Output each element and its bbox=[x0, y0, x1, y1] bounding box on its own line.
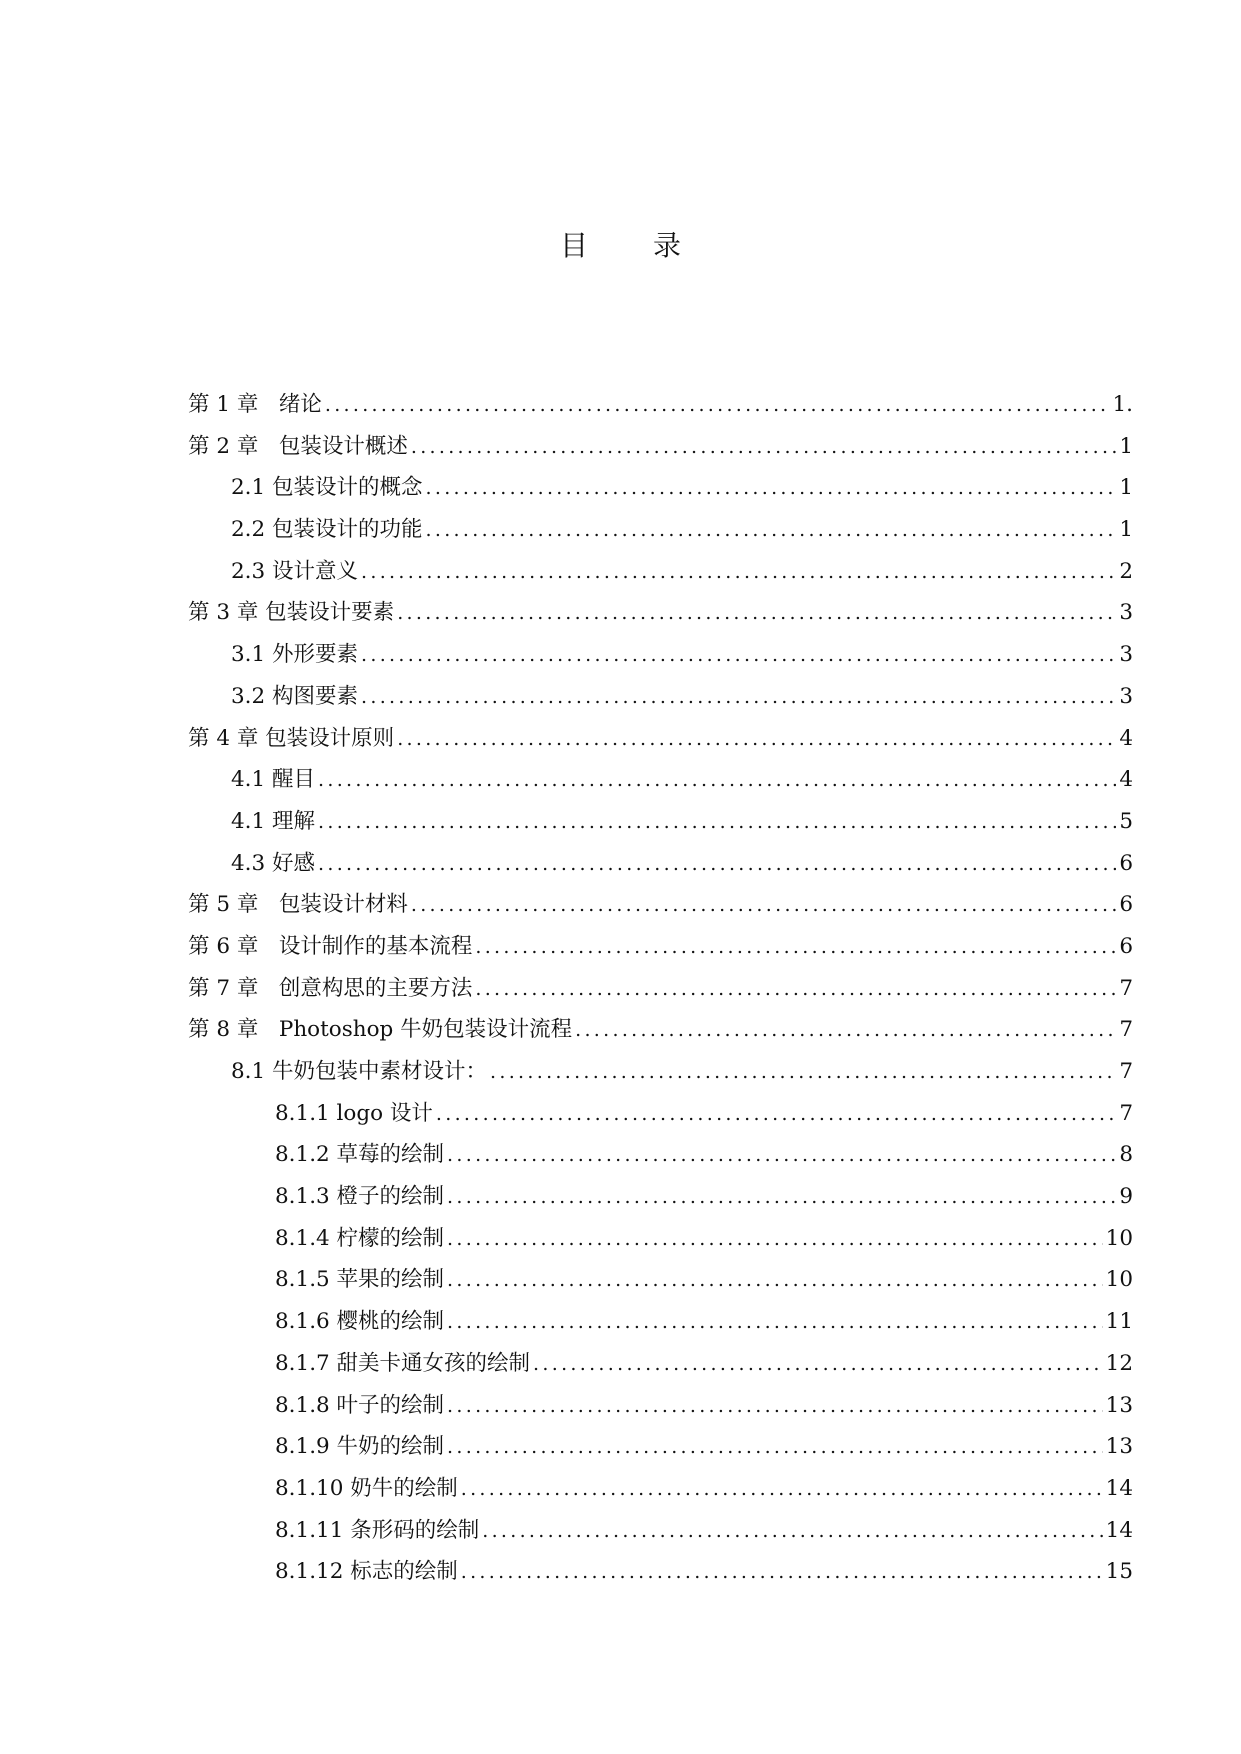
toc-dot-leader bbox=[361, 677, 1116, 719]
toc-entry-title: 3.2 构图要素 bbox=[231, 683, 359, 709]
toc-page-number: 1 bbox=[1119, 517, 1133, 543]
toc-entry[interactable] bbox=[188, 884, 1133, 926]
toc-page-number: 10 bbox=[1105, 1225, 1133, 1251]
toc-entry[interactable] bbox=[188, 1176, 1133, 1218]
toc-dot-leader bbox=[447, 1260, 1103, 1302]
toc-dot-leader bbox=[318, 802, 1116, 844]
toc-entry-title: 8.1.5 苹果的绘制 bbox=[275, 1267, 445, 1293]
toc-page-number: 1. bbox=[1112, 392, 1133, 417]
toc-dot-leader bbox=[318, 844, 1116, 886]
toc-dot-leader bbox=[426, 510, 1117, 552]
toc-dot-leader bbox=[461, 1552, 1103, 1594]
toc-entry[interactable] bbox=[188, 1510, 1133, 1552]
toc-dot-leader bbox=[447, 1386, 1103, 1428]
toc-entry-title: 8.1.11 条形码的绘制 bbox=[275, 1517, 480, 1543]
toc-entry[interactable] bbox=[188, 1218, 1133, 1260]
toc-dot-leader bbox=[475, 927, 1116, 969]
toc-entry[interactable] bbox=[188, 1468, 1133, 1510]
toc-page-number: 4 bbox=[1119, 725, 1133, 751]
toc-page-number: 14 bbox=[1105, 1475, 1133, 1501]
toc-page-number: 3 bbox=[1119, 642, 1133, 668]
toc-entry-title: 8.1.1 logo 设计 bbox=[275, 1100, 433, 1126]
toc-entry[interactable] bbox=[188, 801, 1133, 843]
toc-entry-title: 8.1.6 樱桃的绘制 bbox=[275, 1309, 445, 1335]
toc-dot-leader bbox=[361, 635, 1116, 677]
toc-page-number: 12 bbox=[1105, 1350, 1133, 1376]
toc-entry[interactable] bbox=[188, 1134, 1133, 1176]
toc-page-number: 7 bbox=[1119, 975, 1133, 1001]
toc-entry-title: 第 7 章 创意构思的主要方法 bbox=[188, 975, 473, 1001]
toc-dot-leader bbox=[447, 1177, 1116, 1219]
page-title: 目 录 bbox=[560, 229, 709, 262]
toc-entry[interactable] bbox=[188, 1551, 1133, 1593]
toc-dot-leader bbox=[397, 593, 1116, 635]
toc-entry-title: 8.1.3 橙子的绘制 bbox=[275, 1184, 445, 1210]
toc-dot-leader bbox=[325, 385, 1110, 427]
toc-dot-leader bbox=[575, 1010, 1116, 1052]
toc-page-number: 6 bbox=[1119, 933, 1133, 959]
toc-page-number: 1 bbox=[1119, 475, 1133, 501]
toc-entry[interactable] bbox=[188, 467, 1133, 509]
toc-entry-title: 3.1 外形要素 bbox=[231, 642, 359, 668]
toc-entry-title: 第 5 章 包装设计材料 bbox=[188, 892, 408, 918]
toc-page-number: 6 bbox=[1119, 892, 1133, 918]
toc-page-number: 13 bbox=[1105, 1392, 1133, 1418]
toc-entry[interactable] bbox=[188, 509, 1133, 551]
toc-page-number: 4 bbox=[1119, 767, 1133, 793]
toc-entry-title: 2.1 包装设计的概念 bbox=[231, 475, 423, 501]
toc-entry-title: 8.1.8 叶子的绘制 bbox=[275, 1392, 445, 1418]
toc-entry-title: 8.1.2 草莓的绘制 bbox=[275, 1142, 445, 1168]
toc-entry[interactable] bbox=[188, 634, 1133, 676]
toc-entry[interactable] bbox=[188, 843, 1133, 885]
toc-dot-leader bbox=[490, 1052, 1116, 1094]
toc-page-number: 15 bbox=[1105, 1559, 1133, 1585]
toc-entry[interactable] bbox=[188, 1259, 1133, 1301]
toc-dot-leader bbox=[533, 1344, 1103, 1386]
toc-entry[interactable] bbox=[188, 592, 1133, 634]
toc-entry-title: 8.1.10 奶牛的绘制 bbox=[275, 1475, 458, 1501]
toc-entry-title: 第 4 章 包装设计原则 bbox=[188, 725, 395, 751]
toc-entry-title: 4.1 醒目 bbox=[231, 767, 316, 793]
toc-entry-title: 2.3 设计意义 bbox=[231, 558, 359, 584]
toc-entry-title: 第 3 章 包装设计要素 bbox=[188, 600, 395, 626]
toc-page-number: 7 bbox=[1119, 1059, 1133, 1084]
toc-dot-leader bbox=[411, 427, 1116, 469]
toc-entry-title: 第 6 章 设计制作的基本流程 bbox=[188, 933, 473, 959]
toc-entry[interactable] bbox=[188, 1093, 1133, 1135]
toc-entry[interactable] bbox=[188, 718, 1133, 760]
toc-entry-title: 2.2 包装设计的功能 bbox=[231, 517, 423, 543]
toc-entry[interactable] bbox=[188, 926, 1133, 968]
toc-page-number: 10 bbox=[1105, 1267, 1133, 1293]
toc-page-number: 7 bbox=[1119, 1017, 1133, 1043]
toc-entry[interactable] bbox=[188, 1385, 1133, 1427]
toc-entry[interactable] bbox=[188, 1343, 1133, 1385]
toc-entry[interactable] bbox=[188, 1301, 1133, 1343]
toc-page-number: 5 bbox=[1119, 808, 1133, 834]
toc-entry[interactable] bbox=[188, 1051, 1133, 1093]
toc-entry-title: 8.1.4 柠檬的绘制 bbox=[275, 1225, 445, 1251]
toc-dot-leader bbox=[436, 1094, 1116, 1136]
toc-entry-title: 8.1.12 标志的绘制 bbox=[275, 1559, 458, 1585]
toc-entry[interactable] bbox=[188, 759, 1133, 801]
toc-page-number: 1 bbox=[1119, 433, 1133, 459]
toc-entry-title: 第 2 章 包装设计概述 bbox=[188, 433, 408, 459]
toc-page-number: 3 bbox=[1119, 683, 1133, 709]
table-of-contents bbox=[188, 384, 1133, 1593]
toc-dot-leader bbox=[318, 760, 1116, 802]
toc-dot-leader bbox=[447, 1427, 1103, 1469]
toc-dot-leader bbox=[426, 468, 1117, 510]
toc-dot-leader bbox=[397, 719, 1116, 761]
toc-entry[interactable] bbox=[188, 426, 1133, 468]
toc-entry-title: 8.1.7 甜美卡通女孩的绘制 bbox=[275, 1350, 531, 1376]
toc-page-number: 13 bbox=[1105, 1434, 1133, 1460]
toc-entry[interactable] bbox=[188, 551, 1133, 593]
toc-entry-title: 第 1 章 绪论 bbox=[188, 392, 322, 417]
toc-entry[interactable] bbox=[188, 1426, 1133, 1468]
toc-entry-title: 4.3 好感 bbox=[231, 850, 316, 876]
toc-dot-leader bbox=[482, 1511, 1102, 1553]
toc-entry-title: 4.1 理解 bbox=[231, 808, 316, 834]
toc-dot-leader bbox=[447, 1302, 1103, 1344]
toc-dot-leader bbox=[447, 1135, 1116, 1177]
toc-entry[interactable] bbox=[188, 676, 1133, 718]
toc-entry-title: 8.1 牛奶包装中素材设计： bbox=[231, 1059, 488, 1084]
toc-page-number: 8 bbox=[1119, 1142, 1133, 1168]
toc-page-number: 9 bbox=[1119, 1184, 1133, 1210]
toc-page-number: 7 bbox=[1119, 1100, 1133, 1126]
toc-page-number: 3 bbox=[1119, 600, 1133, 626]
toc-page-number: 2 bbox=[1119, 558, 1133, 584]
toc-entry-title: 8.1.9 牛奶的绘制 bbox=[275, 1434, 445, 1460]
toc-entry[interactable] bbox=[188, 384, 1133, 426]
toc-page-number: 11 bbox=[1105, 1309, 1133, 1335]
toc-dot-leader bbox=[447, 1219, 1103, 1261]
toc-entry[interactable] bbox=[188, 968, 1133, 1010]
toc-entry-title: 第 8 章 Photoshop 牛奶包装设计流程 bbox=[188, 1017, 573, 1043]
toc-dot-leader bbox=[361, 552, 1116, 594]
toc-dot-leader bbox=[411, 885, 1116, 927]
toc-dot-leader bbox=[475, 969, 1116, 1011]
toc-entry[interactable] bbox=[188, 1009, 1133, 1051]
toc-page-number: 6 bbox=[1119, 850, 1133, 876]
toc-page-number: 14 bbox=[1105, 1517, 1133, 1543]
toc-dot-leader bbox=[461, 1469, 1103, 1511]
